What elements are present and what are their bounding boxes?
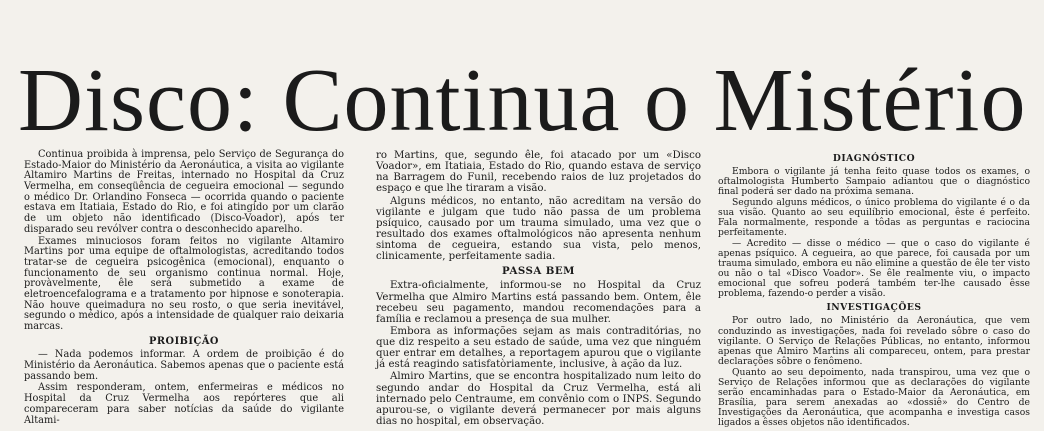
section-heading: PROIBIÇÃO: [149, 335, 219, 347]
article-paragraph: Segundo alguns médicos, o único problema do vigilante é o da sua visão. Quanto ao seu equilíbrio emocional, êste é perfeito. Fala normalmente, responde a tôdas as perguntas e raciocina perfeitamente.: [718, 197, 1030, 239]
headline: Disco: Continua o Mistério: [18, 51, 1027, 150]
article-paragraph: Extra-oficialmente, informou-se no Hospital da Cruz Vermelha que Almiro Martins está passando bem. Ontem, êle recebeu seu pagamento, mandou recomendações para a família e reclamou a presença de sua mulher.: [376, 280, 701, 325]
article-column-1: [24, 150, 344, 426]
article-column-3: [718, 150, 1030, 428]
article-paragraph: Por outro lado, no Ministério da Aeronáutica, que vem conduzindo as investigações, nada foi revelado sôbre o caso do vigilante. O Serviço de Relações Públicas, no entanto, informou apenas que Almiro Martins ali compareceu, ontem, para prestar declarações sôbre o fenômeno.: [718, 315, 1030, 367]
article-paragraph: Embora as informações sejam as mais contraditórias, no que diz respeito a seu estado de saúde, uma vez que ninguém quer entrar em detalhes, a reportagem apurou que o vigilante já está reagindo satisfatòriamente, inclusive, à ação da luz.: [376, 325, 701, 371]
article-paragraph: Exames minuciosos foram feitos no vigilante Altamiro Martins por uma equipe de oftalmologistas, acreditando todos tratar-se de cegueira psicogênica (emocional), enquanto o funcionamento de seu organismo continua normal. Hoje, provàvelmente, êle será submetido a exame de eletroencefalograma e a tratamento por hipnose e sonoterapia. Não houve queimadura no seu rosto, o que seria inevitável, segundo o médico, após a intensidade de qualquer raio deixaria marcas.: [24, 235, 344, 332]
article-paragraph: Alguns médicos, no entanto, não acreditam na versão do vigilante e julgam que tudo não passa de um problema psíquico, causado por um trauma simulado, uma vez que o resultado dos exames oftalmológicos não apresenta nenhum sintoma de cegueira, estando sua vista, pelo menos, clinicamente, perfeitamente sadia.: [376, 195, 701, 263]
article-paragraph: — Nada podemos informar. A ordem de proibição é do Ministério da Aeronáutica. Sabemos apenas que o paciente está passando bem.: [24, 349, 344, 382]
section-heading: DIAGNÓSTICO: [832, 153, 916, 164]
article-paragraph: Quanto ao seu depoimento, nada transpirou, uma vez que o Serviço de Relações informou que as declarações do vigilante serão encaminhadas para o Estado-Maior da Aeronáutica, em Brasília, para serem anexadas ao «dossiê» do Centro de Investigações da Aeronáutica, que acompanha e investiga casos ligados a êsses objetos não identificados.: [718, 366, 1030, 428]
article-paragraph: Embora o vigilante já tenha feito quase todos os exames, o oftalmologista Humberto Sampaio adiantou que o diagnóstico final poderá ser dado na próxima semana.: [718, 166, 1030, 198]
article-paragraph: Almiro Martins, que se encontra hospitalizado num leito do segundo andar do Hospital da Cruz Vermelha, está ali internado pelo Centraume, em convênio com o INPS. Segundo apurou-se, o vigilante deverá permanecer por mais alguns dias no hospital, em observação.: [376, 371, 701, 427]
article-paragraph: Assim responderam, ontem, enfermeiras e médicos no Hospital da Cruz Vermelha aos repórteres que ali compareceram para saber notícias da saúde do vigilante Altami-: [24, 382, 344, 426]
article-paragraph: — Acredito — disse o médico — que o caso do vigilante é apenas psíquico. A cegueira, ao que parece, foi causada por um trauma simulado, embora eu não elimine a questão de êle ter visto ou não o tal «Disco Voador». Se êle realmente viu, o impacto emocional que sofreu poderá também ter-lhe causado êsse problema, fazendo-o perder a visão.: [718, 238, 1030, 300]
article-paragraph: Continua proibida à imprensa, pelo Serviço de Segurança do Estado-Maior do Ministério da Aeronáutica, a visita ao vigilante Altamiro Martins de Freitas, internado no Hospital da Cruz Vermelha, em conseqüência de cegueira emocional — segundo o médico Dr. Orlandino Fonseca — ocorrida quando o paciente estava em Itatiaia, Estado do Rio, e foi atingido por um clarão de um objeto não identificado (Disco-Voador), após ter disparado seu revólver contra o desconhecido aparelho.: [24, 149, 344, 235]
section-heading: INVESTIGAÇÕES: [826, 302, 922, 314]
article-paragraph: ro Martins, que, segundo êle, foi atacado por um «Disco Voador», em Itatiaia, Estado do Rio, quando estava de serviço na Barragem do Funil, recebendo raios de luz projetados do espaço e que lhe tiraram a visão.: [376, 150, 701, 195]
article-column-2: [376, 150, 701, 427]
section-heading: PASSA BEM: [502, 265, 575, 278]
